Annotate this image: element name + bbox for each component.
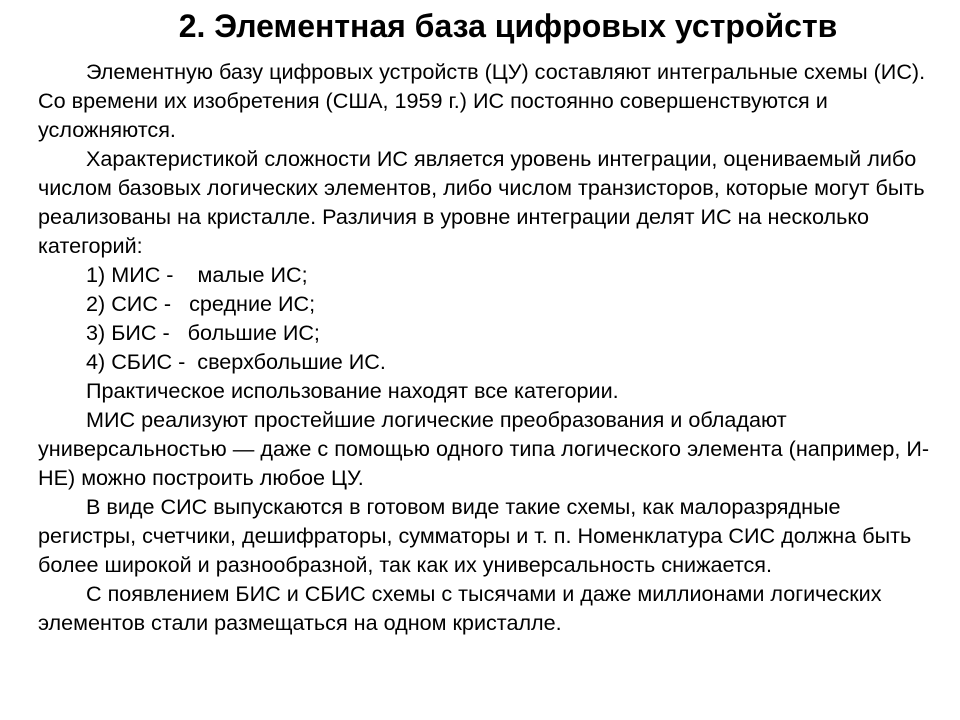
paragraph-mis: МИС реализуют простейшие логические преобразования и обладают универсальностью — даже с помощью одного типа логического элемента (например, И-НЕ) можно построить любое ЦУ. [38, 407, 930, 490]
paragraph-integration-level: Характеристикой сложности ИС является уровень интеграции, оцениваемый либо числом базовых логических элементов, либо числом транзисторов, которые могут быть реализованы на кристалле. Различия в уровне интеграции делят ИС на несколько категорий: [38, 146, 925, 258]
paragraph-usage: Практическое использование находят все категории. [86, 378, 619, 403]
paragraph-intro: Элементную базу цифровых устройств (ЦУ) составляют интегральные схемы (ИС). Со времени их изобретения (США, 1959 г.) ИС постоянно совершенствуются и усложняются. [38, 59, 926, 142]
list-item: 1) МИС - малые ИС; [86, 262, 308, 287]
paragraph-bis-sbis: С появлением БИС и СБИС схемы с тысячами и даже миллионами логических элементов стали размещаться на одном кристалле. [38, 581, 882, 635]
slide-title: 2. Элементная база цифровых устройств [178, 8, 838, 44]
list-item: 2) СИС - средние ИС; [86, 291, 316, 316]
paragraph-sis: В виде СИС выпускаются в готовом виде такие схемы, как малоразрядные регистры, счетчики, дешифраторы, сумматоры и т. п. Номенклатура СИС должна быть более широкой и разнообразной, так как их универсальность снижается. [38, 494, 912, 577]
category-list [38, 260, 938, 376]
list-item: 3) БИС - большие ИС; [86, 320, 320, 345]
list-item: 4) СБИС - сверхбольшие ИС. [86, 349, 386, 374]
slide-body [38, 57, 938, 637]
